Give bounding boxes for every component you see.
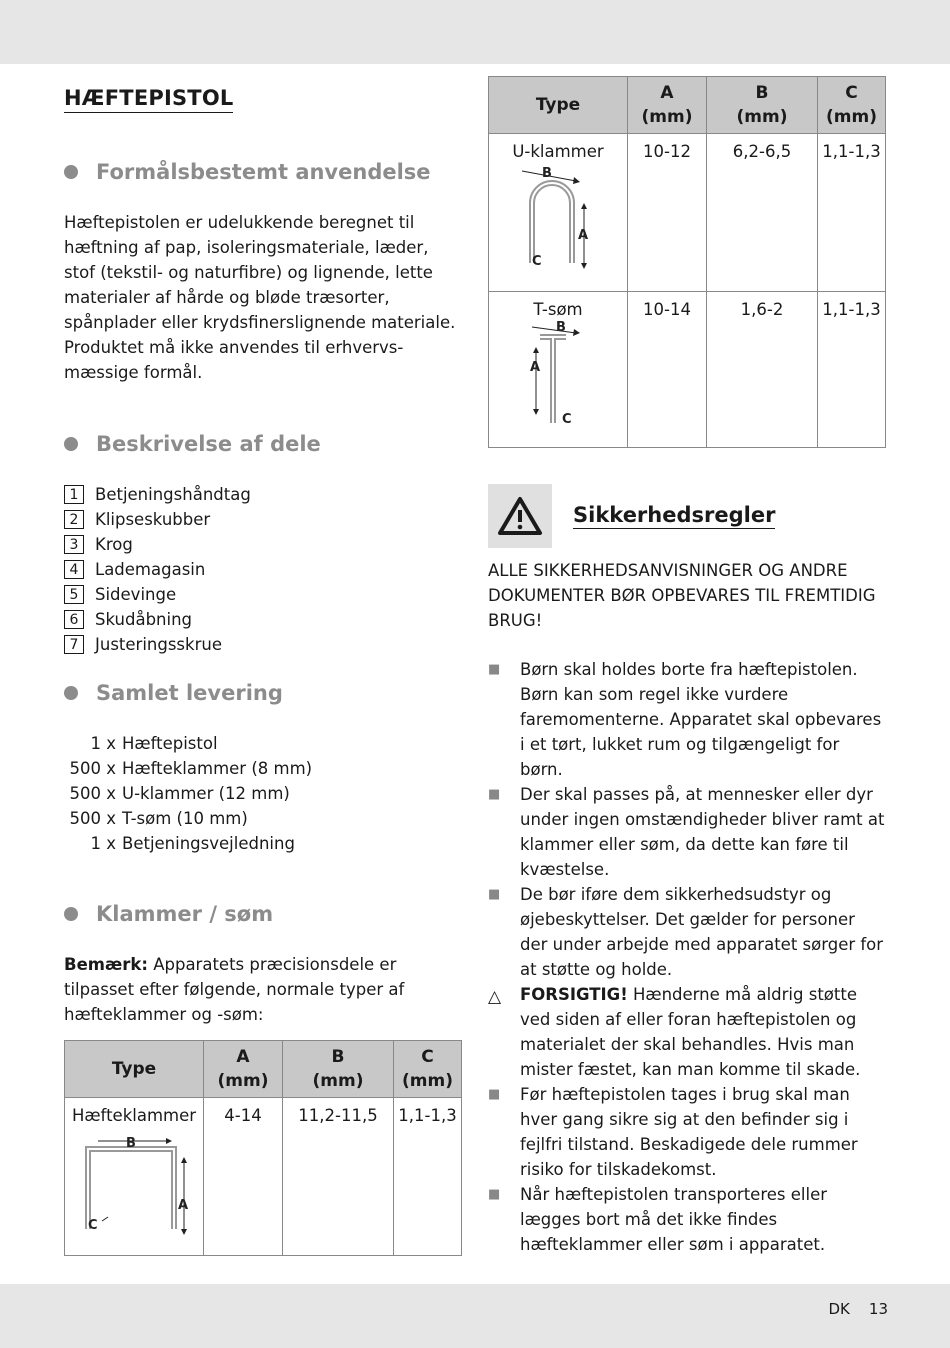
- list-item: [64, 507, 462, 532]
- section-heading-delivery: [64, 681, 462, 705]
- rule-text: Når hæftepistolen transporteres eller lægges bort må det ikke findes hæfteklammer eller søm i apparatet.: [520, 1185, 827, 1254]
- square-bullet-icon: ■: [488, 787, 501, 802]
- value-c-cell: 1,1-1,3: [394, 1098, 462, 1256]
- rule-text: De bør iføre dem sikkerhedsudstyr og øjebeskyttelser. Det gælder for personer der under arbejde med apparatet sørger for at støtte og holde.: [520, 885, 884, 979]
- bullet-dot-icon: [64, 165, 78, 179]
- list-item: [488, 882, 886, 982]
- svg-text:B: B: [542, 166, 552, 181]
- rule-text: Der skal passes på, at mennesker eller dyr under ingen omstændigheder bliver ramt at klammer eller søm, da dette kan føre til kvæstelse.: [520, 785, 885, 879]
- table-header-row: [489, 77, 886, 134]
- section-heading-purpose: [64, 160, 462, 184]
- safety-title: Sikkerhedsregler: [573, 503, 776, 527]
- value-b-cell: 6,2-6,5: [707, 134, 818, 292]
- column-header-b: B (mm): [707, 77, 818, 134]
- list-item: [64, 557, 462, 582]
- square-bullet-icon: ■: [488, 887, 501, 902]
- list-item: [64, 532, 462, 557]
- item-label: Betjeningsvejledning: [122, 834, 295, 853]
- value-a-cell: 4-14: [204, 1098, 283, 1256]
- value-b-cell: 1,6-2: [707, 292, 818, 448]
- part-label: Klipseskubber: [95, 510, 211, 529]
- part-number: 2: [64, 510, 84, 529]
- left-column: [64, 84, 462, 1256]
- table-row: [489, 292, 886, 448]
- square-bullet-icon: ■: [488, 1187, 501, 1202]
- part-label: Sidevinge: [95, 585, 177, 604]
- staple-diagram-icon: [74, 1129, 194, 1241]
- bullet-dot-icon: [64, 686, 78, 700]
- list-item: [488, 1182, 886, 1257]
- item-label: Hæfteklammer (8 mm): [122, 759, 313, 778]
- part-number: 6: [64, 610, 84, 629]
- list-item: [64, 607, 462, 632]
- note-label: Bemærk:: [64, 955, 148, 974]
- svg-text:A: A: [178, 1198, 189, 1213]
- purpose-text: Hæftepistolen er udelukkende beregnet til hæftning af pap, isoleringsmateriale, læder, stof (tekstil- og naturfibre) og lignende, lette materialer af hårde og bløde træsorter, spånplader eller krydsfinerslignende materiale. Produktet må ikke anvendes til erhvervs-mæssige formål.: [64, 213, 456, 382]
- section-heading-text: Samlet levering: [96, 681, 283, 705]
- type-name: T-søm: [533, 300, 583, 319]
- type-cell: [65, 1098, 204, 1256]
- safety-caps-notice: ALLE SIKKERHEDSANVISNINGER OG ANDRE DOKUMENTER BØR OPBEVARES TIL FREMTIDIG BRUG!: [488, 561, 876, 630]
- value-b-cell: 11,2-11,5: [283, 1098, 394, 1256]
- part-number: 1: [64, 485, 84, 504]
- svg-text:B: B: [126, 1136, 136, 1151]
- caution-triangle-icon: △: [488, 987, 502, 1007]
- part-label: Justeringsskrue: [95, 635, 222, 654]
- rule-text: Børn skal holdes borte fra hæftepistolen. Børn kan som regel ikke vurdere faremomenterne. Apparatet skal opbevares i et tørt, lukket rum og tilgængeligt for børn.: [520, 660, 882, 779]
- type-name: Hæfteklammer: [71, 1106, 197, 1125]
- value-c-cell: 1,1-1,3: [818, 292, 886, 448]
- delivery-list: [58, 731, 462, 856]
- page-footer: [828, 1300, 888, 1318]
- staple-spec-table: [64, 1040, 462, 1256]
- list-item: [488, 1082, 886, 1182]
- staples-note: [64, 952, 462, 1027]
- list-item: [58, 731, 462, 756]
- part-number: 3: [64, 535, 84, 554]
- list-item: [58, 831, 462, 856]
- column-header-c: C (mm): [818, 77, 886, 134]
- part-label: Krog: [95, 535, 133, 554]
- value-a-cell: 10-14: [628, 292, 707, 448]
- quantity: 500 x: [69, 809, 116, 828]
- section-heading-text: Klammer / søm: [96, 902, 274, 926]
- svg-text:C: C: [88, 1218, 98, 1233]
- svg-text:C: C: [562, 412, 572, 427]
- page-title: HÆFTEPISTOL: [64, 86, 233, 113]
- t-nail-diagram-icon: [518, 321, 598, 431]
- quantity: 500 x: [69, 759, 116, 778]
- page-number: 13: [868, 1300, 888, 1318]
- list-item: [488, 782, 886, 882]
- table-row: [65, 1098, 462, 1256]
- list-item: [64, 582, 462, 607]
- column-header-b: B (mm): [283, 1041, 394, 1098]
- quantity: 1 x: [90, 834, 116, 853]
- quantity: 500 x: [69, 784, 116, 803]
- part-number: 4: [64, 560, 84, 579]
- table-row: [489, 134, 886, 292]
- list-item: [488, 982, 886, 1082]
- type-cell: [489, 134, 628, 292]
- safety-heading: [488, 484, 886, 548]
- column-header-type: Type: [489, 77, 628, 134]
- warning-triangle-icon: [488, 484, 552, 548]
- bullet-dot-icon: [64, 437, 78, 451]
- part-label: Betjeningshåndtag: [95, 485, 251, 504]
- footer-band: [0, 1284, 950, 1348]
- svg-text:C: C: [532, 254, 542, 269]
- svg-text:A: A: [578, 228, 589, 243]
- note-text: Apparatets præcisionsdele er tilpasset efter følgende, normale typer af hæfteklammer og -søm:: [64, 955, 405, 1024]
- column-header-a: A (mm): [628, 77, 707, 134]
- square-bullet-icon: ■: [488, 1087, 501, 1102]
- value-a-cell: 10-12: [628, 134, 707, 292]
- column-header-type: Type: [65, 1041, 204, 1098]
- svg-text:A: A: [530, 360, 541, 375]
- type-name: U-klammer: [512, 142, 604, 161]
- svg-text:B: B: [556, 321, 566, 335]
- rule-text: Før hæftepistolen tages i brug skal man hver gang sikre sig at den befinder sig i fejlfri tilstand. Beskadigede dele rummer risiko for tilskadekomst.: [520, 1085, 858, 1179]
- nail-spec-table: [488, 76, 886, 448]
- column-header-a: A (mm): [204, 1041, 283, 1098]
- list-item: [64, 632, 462, 657]
- part-number: 5: [64, 585, 84, 604]
- language-code: DK: [828, 1300, 850, 1318]
- section-heading-text: Beskrivelse af dele: [96, 432, 321, 456]
- section-heading-staples: [64, 902, 462, 926]
- value-c-cell: 1,1-1,3: [818, 134, 886, 292]
- quantity: 1 x: [90, 734, 116, 753]
- section-heading-text: Formålsbestemt anvendelse: [96, 160, 431, 184]
- item-label: U-klammer (12 mm): [122, 784, 290, 803]
- list-item: [488, 657, 886, 782]
- table-header-row: [65, 1041, 462, 1098]
- type-cell: [489, 292, 628, 448]
- safety-rules-list: [488, 657, 886, 1257]
- item-label: T-søm (10 mm): [122, 809, 248, 828]
- bullet-dot-icon: [64, 907, 78, 921]
- section-heading-parts: [64, 432, 462, 456]
- u-staple-diagram-icon: [518, 163, 598, 273]
- header-band: [0, 0, 950, 64]
- list-item: [58, 756, 462, 781]
- right-column: [488, 76, 886, 1257]
- list-item: [58, 781, 462, 806]
- part-label: Lademagasin: [95, 560, 206, 579]
- list-item: [58, 806, 462, 831]
- item-label: Hæftepistol: [122, 734, 218, 753]
- part-number: 7: [64, 635, 84, 654]
- rule-text: FORSIGTIG! Hænderne må aldrig støtte ved siden af eller foran hæftepistolen og materialet der skal behandles. Hvis man mister fæstet, kan man komme til skade.: [520, 985, 861, 1079]
- column-header-c: C (mm): [394, 1041, 462, 1098]
- part-label: Skudåbning: [95, 610, 193, 629]
- square-bullet-icon: ■: [488, 662, 501, 677]
- parts-list: [64, 482, 462, 657]
- list-item: [64, 482, 462, 507]
